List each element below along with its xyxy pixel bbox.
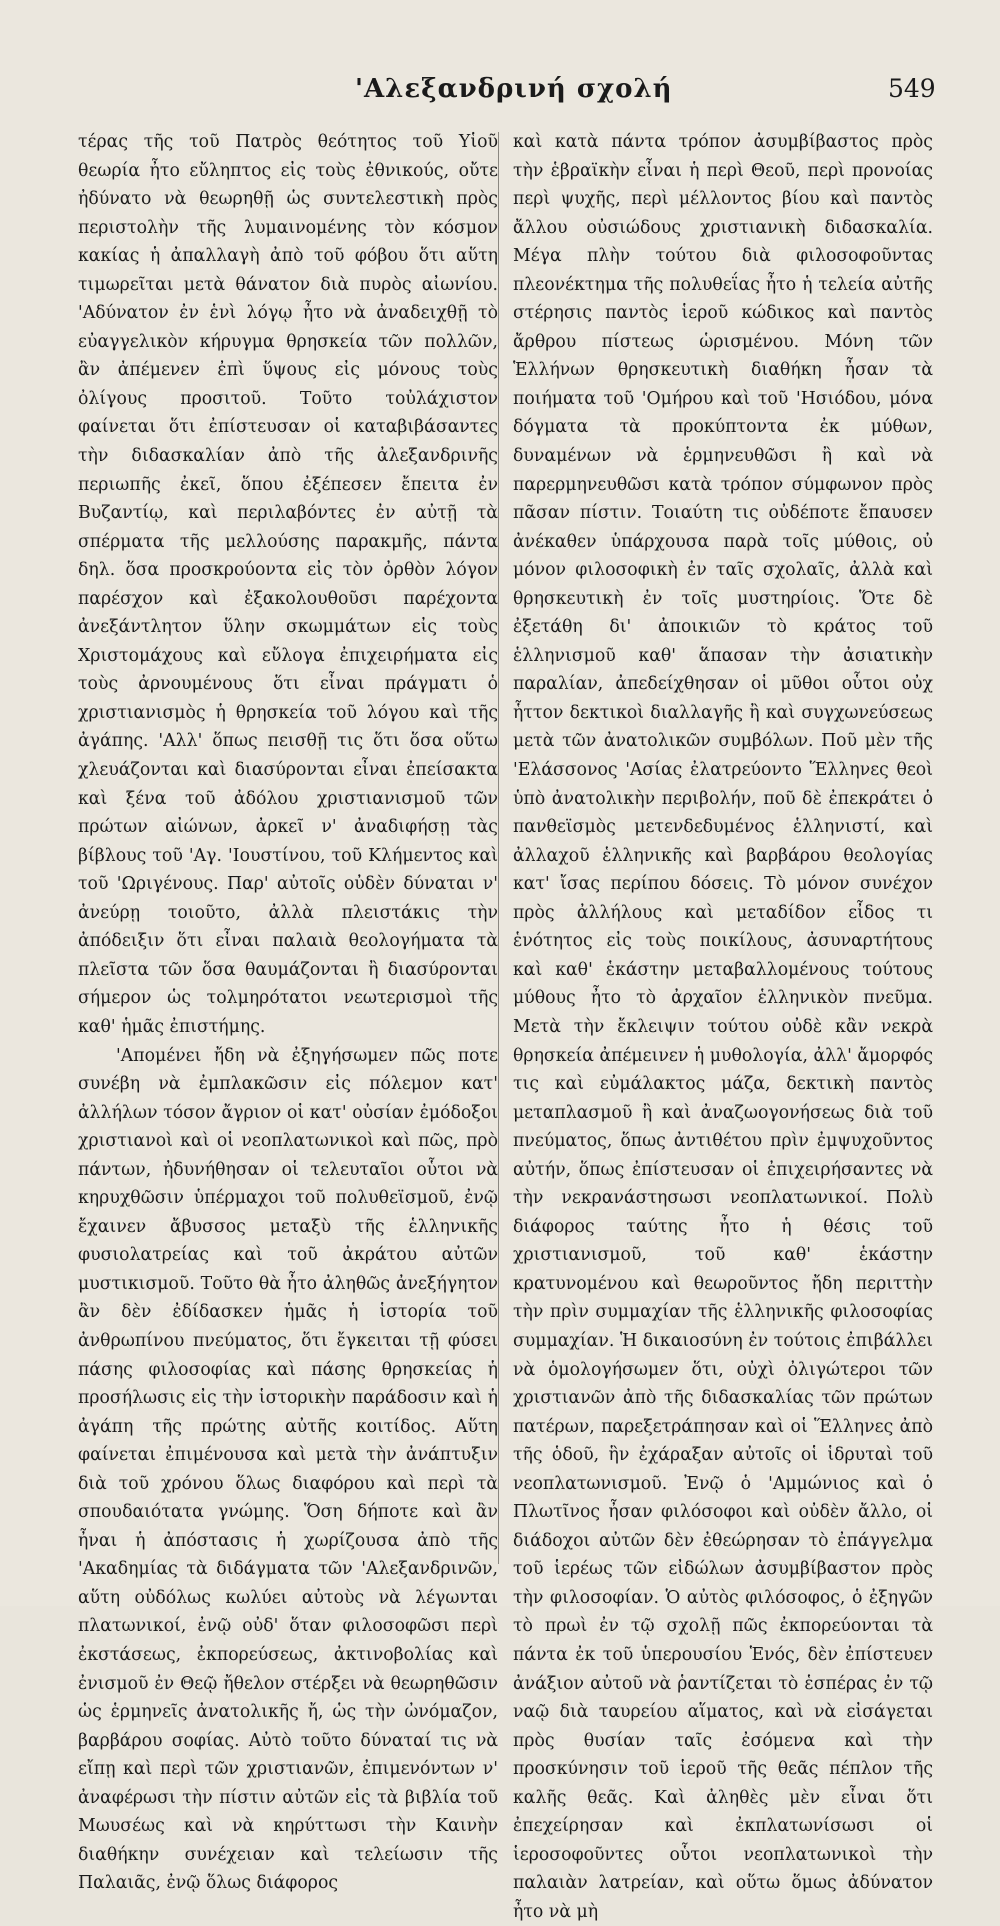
paragraph: τέρας τῆς τοῦ Πατρὸς θεότητος τοῦ Υἱοῦ θεωρία ἦτο εὔληπτος εἰς τοὺς ἐθνικούς, οὔτε ἠδύνατο νὰ θεωρηθῇ ὡς συντελεστικὴ πρὸς περιστολὴν τῆς λυμαινομένης τὸν κόσμον κακίας ἡ ἀπαλλαγὴ ἀπὸ τοῦ φόβου ὅτι αὕτη τιμωρεῖται μετὰ θάνατον διὰ πυρὸς αἰωνίου. 'Αδύνατον ἐν ἑνὶ λόγῳ ἦτο νὰ ἀναδειχθῇ τὸ εὐαγγελικὸν κήρυγμα θρησκεία τῶν πολλῶν, ἂν ἀπέμενεν ἐπὶ ὕψους εἰς μόνους τοὺς ὀλίγους προσιτοῦ. Τοῦτο τοὐλάχιστον φαίνεται ὅτι ἐπίστευσαν οἱ καταβιβάσαντες τὴν διδασκαλίαν ἀπὸ τῆς ἀλεξανδρινῆς περιωπῆς ἐκεῖ, ὅπου ἐξέπεσεν ἔπειτα ἐν Βυζαντίῳ, καὶ περιλαβόντες ἐν αὐτῇ τὰ σπέρματα τῆς μελλούσης παρακμῆς, πάντα δηλ. ὅσα προσκρούοντα εἰς τὸν ὀρθὸν λόγον παρέσχον καὶ ἐξακολουθοῦσι παρέχοντα ἀνεξάντλητον ὕλην σκωμμάτων εἰς τοὺς Χριστομάχους καὶ εὔλογα ἐπιχειρήματα εἰς τοὺς ἀρνουμένους ὅτι εἶναι πράγματι ὁ χριστιανισμὸς ἡ θρησκεία τοῦ λόγου καὶ τῆς ἀγάπης. 'Αλλ' ὅπως πεισθῇ τις ὅτι ὅσα οὕτω χλευάζονται καὶ διασύρονται εἶναι ἐπείσακτα καὶ ξένα τοῦ ἀδόλου χριστιανισμοῦ τῶν πρώτων αἰώνων, ἀρκεῖ ν' ἀναδιφήσῃ τὰς βίβλους τοῦ 'Αγ. 'Ιουστίνου, τοῦ Κλήμεντος καὶ τοῦ 'Ωριγένους. Παρ' αὐτοῖς οὐδὲν δύναται ν' ἀνεύρῃ τοιοῦτο, ἀλλὰ πλειστάκις τὴν ἀπόδειξιν ὅτι εἶναι παλαιὰ θεολογήματα τὰ πλεῖστα τῶν ὅσα θαυμάζονται ἢ διασύρονται σήμερον ὡς τολμηρότατοι νεωτερισμοὶ τῆς καθ' ἡμᾶς ἐπιστήμης. <box>78 132 498 1037</box>
running-head <box>0 74 1000 114</box>
page-number: 549 <box>888 74 936 103</box>
running-title: 'Αλεξανδρινή σχολή <box>355 74 673 104</box>
paragraph: 'Απομένει ἤδη νὰ ἐξηγήσωμεν πῶς ποτε συνέβη νὰ ἐμπλακῶσιν εἰς πόλεμον κατ' ἀλλήλων τόσον ἄγριον οἱ κατ' οὐσίαν ἐμόδοξοι χριστιανοὶ καὶ οἱ νεοπλατωνικοὶ καὶ πῶς, πρὸ πάντων, ἠδυνήθησαν οἱ τελευταῖοι οὗτοι νὰ κηρυχθῶσιν ὑπέρμαχοι τοῦ πολυθεϊσμοῦ, ἐνῷ ἔχαινεν ἄβυσσος μεταξὺ τῆς ἑλληνικῆς φυσιολατρείας καὶ τοῦ ἀκράτου αὐτῶν μυστικισμοῦ. Τοῦτο θὰ ἦτο ἀληθῶς ἀνεξήγητον ἂν δὲν ἐδίδασκεν ἡμᾶς ἡ ἱστορία τοῦ ἀνθρωπίνου πνεύματος, ὅτι ἔγκειται τῇ φύσει πάσης φιλοσοφίας καὶ πάσης θρησκείας ἡ προσήλωσις εἰς τὴν ἱστορικὴν παράδοσιν καὶ ἡ ἀγάπη τῆς πρώτης αὐτῆς κοιτίδος. Αὕτη φαίνεται ἐπιμένουσα καὶ μετὰ τὴν ἀνάπτυξιν διὰ τοῦ χρόνου ὅλως διαφόρου καὶ περὶ τὰ σπουδαιότατα γνώμης. Ὅση δήποτε καὶ ἂν ἦναι ἡ ἀπόστασις ἡ χωρίζουσα ἀπὸ τῆς 'Ακαδημίας τὰ διδάγματα τῶν 'Αλεξανδρινῶν, αὕτη οὐδόλως κωλύει αὐτοὺς νὰ λέγωνται πλατωνικοί, ἐνῷ οὐδ' ὅταν φιλοσοφῶσι περὶ ἐκστάσεως, ἐκπορεύσεως, ἀκτινοβολίας καὶ ἐνισμοῦ ἐν Θεῷ ἤθελον στέρξει νὰ θεωρηθῶσιν ὡς ἑρμηνεῖς ἀνατολικῆς ἤ, ὡς τὴν ὠνόμαζον, βαρβάρου σοφίας. Αὐτὸ τοῦτο δύναταί τις νὰ εἴπῃ καὶ περὶ τῶν χριστιανῶν, ἐπιμενόντων ν' ἀναφέρωσι τὴν πίστιν αὐτῶν εἰς τὰ βιβλία τοῦ Μωυσέως καὶ νὰ κηρύττωσι τὴν Καινὴν διαθήκην συνέχειαν καὶ τελείωσιν τῆς Παλαιᾶς, ἐνῷ ὅλως διάφορος <box>78 1045 498 1894</box>
column-divider <box>498 132 499 1564</box>
left-column <box>78 128 498 1898</box>
right-column <box>513 128 933 1926</box>
paragraph: καὶ κατὰ πάντα τρόπον ἀσυμβίβαστος πρὸς τὴν ἑβραϊκὴν εἶναι ἡ περὶ Θεοῦ, περὶ προνοίας περὶ ψυχῆς, περὶ μέλλοντος βίου καὶ παντὸς ἄλλου οὐσιώδους χριστιανικὴ διδασκαλία. Μέγα πλὴν τούτου διὰ φιλοσοφοῦντας πλεονέκτημα τῆς πολυθεΐας ἦτο ἡ τελεία αὐτῆς στέρησις παντὸς ἱεροῦ κώδικος καὶ παντὸς ἄρθρου πίστεως ὡρισμένου. Μόνη τῶν Ἑλλήνων θρησκευτικὴ διαθήκη ἦσαν τὰ ποιήματα τοῦ 'Ομήρου καὶ τοῦ 'Ησιόδου, μόνα δόγματα τὰ προκύπτοντα ἐκ μύθων, δυναμένων νὰ ἑρμηνευθῶσι ἢ καὶ νὰ παρερμηνευθῶσι κατὰ τρόπον σύμφωνον πρὸς πᾶσαν πίστιν. Τοιαύτη τις οὐδέποτε ἔπαυσεν ἀνέκαθεν ὑπάρχουσα παρὰ τοῖς μύθοις, οὐ μόνον φιλοσοφικὴ ἐν ταῖς σχολαῖς, ἀλλὰ καὶ θρησκευτικὴ ἐν τοῖς μυστηρίοις. Ὅτε δὲ ἐξετάθη δι' ἀποικιῶν τὸ κράτος τοῦ ἑλληνισμοῦ καθ' ἅπασαν τὴν ἀσιατικὴν παραλίαν, ἀπεδείχθησαν οἱ μῦθοι οὗτοι οὐχ ἧττον δεκτικοὶ διαλλαγῆς ἢ καὶ συγχωνεύσεως μετὰ τῶν ἀνατολικῶν συμβόλων. Ποῦ μὲν τῆς 'Ελάσσονος 'Ασίας ἐλατρεύοντο Ἕλληνες θεοὶ ὑπὸ ἀνατολικὴν περιβολήν, ποῦ δὲ ἐπεκράτει ὁ πανθεϊσμὸς μετενδεδυμένος ἑλληνιστί, καὶ ἀλλαχοῦ ἑλληνικῆς καὶ βαρβάρου θεολογίας κατ' ἴσας περίπου δόσεις. Τὸ μόνον συνέχον πρὸς ἀλλήλους καὶ μεταδίδον εἶδος τι ἑνότητος εἰς τοὺς ποικίλους, ἀσυναρτήτους καὶ καθ' ἑκάστην μεταβαλλομένους τούτους μύθους ἦτο τὸ ἀρχαῖον ἑλληνικὸν πνεῦμα. Μετὰ τὴν ἔκλειψιν τούτου οὐδὲ κἂν νεκρὰ θρησκεία ἀπέμεινεν ἡ μυθολογία, ἀλλ' ἄμορφός τις καὶ εὐμάλακτος μάζα, δεκτικὴ παντὸς μεταπλασμοῦ ἢ καὶ ἀναζωογονήσεως διὰ τοῦ πνεύματος, ὅπως ἀντιθέτου πρὶν ἐμψυχοῦντος αὐτήν, ὅπως ἐπίστευσαν οἱ ἐπιχειρήσαντες νὰ τὴν νεκρανάστησωσι νεοπλατωνικοί. Πολὺ διάφορος ταύτης ἦτο ἡ θέσις τοῦ χριστιανισμοῦ, τοῦ καθ' ἑκάστην κρατυνομένου καὶ θεωροῦντος ἤδη περιττὴν τὴν πρὶν συμμαχίαν τῆς ἑλληνικῆς φιλοσοφίας συμμαχίαν. Ἡ δικαιοσύνη ἐν τούτοις ἐπιβάλλει νὰ ὁμολογήσωμεν ὅτι, οὐχὶ ὀλιγώτεροι τῶν χριστιανῶν ἀπὸ τῆς διδασκαλίας τῶν πρώτων πατέρων, παρεξετράπησαν καὶ οἱ Ἕλληνες ἀπὸ τῆς ὁδοῦ, ἣν ἐχάραξαν αὐτοῖς οἱ ἱδρυταὶ τοῦ νεοπλατωνισμοῦ. Ἐνῷ ὁ 'Αμμώνιος καὶ ὁ Πλωτῖνος ἦσαν φιλόσοφοι καὶ οὐδὲν ἄλλο, οἱ διάδοχοι αὐτῶν δὲν ἐθεώρησαν τὸ ἐπάγγελμα τοῦ ἱερέως τῶν εἰδώλων ἀσυμβίβαστον πρὸς τὴν φιλοσοφίαν. Ὁ αὐτὸς φιλόσοφος, ὁ ἐξηγῶν τὸ πρωὶ ἐν τῷ σχολῇ πῶς ἐκπορεύονται τὰ πάντα ἐκ τοῦ ὑπερουσίου Ἑνός, δὲν ἐπίστευεν ἀνάξιον αὐτοῦ νὰ ῥαντίζεται τὸ ἑσπέρας ἐν τῷ ναῷ διὰ ταυρείου αἵματος, καὶ νὰ εἰσάγεται πρὸς θυσίαν ταῖς ἐσόμενα καὶ τὴν προσκύνησιν τοῦ ἱεροῦ τῆς θεᾶς πέπλον τῆς καλῆς θεᾶς. Καὶ ἀληθὲς μὲν εἶναι ὅτι ἐπεχείρησαν καὶ ἐκπλατωνίσωσι οἱ ἱεροσοφοῦντες οὗτοι νεοπλατωνικοὶ τὴν παλαιὰν λατρείαν, καὶ οὕτω ὅμως ἀδύνατον ἦτο νὰ μὴ <box>513 132 933 1922</box>
